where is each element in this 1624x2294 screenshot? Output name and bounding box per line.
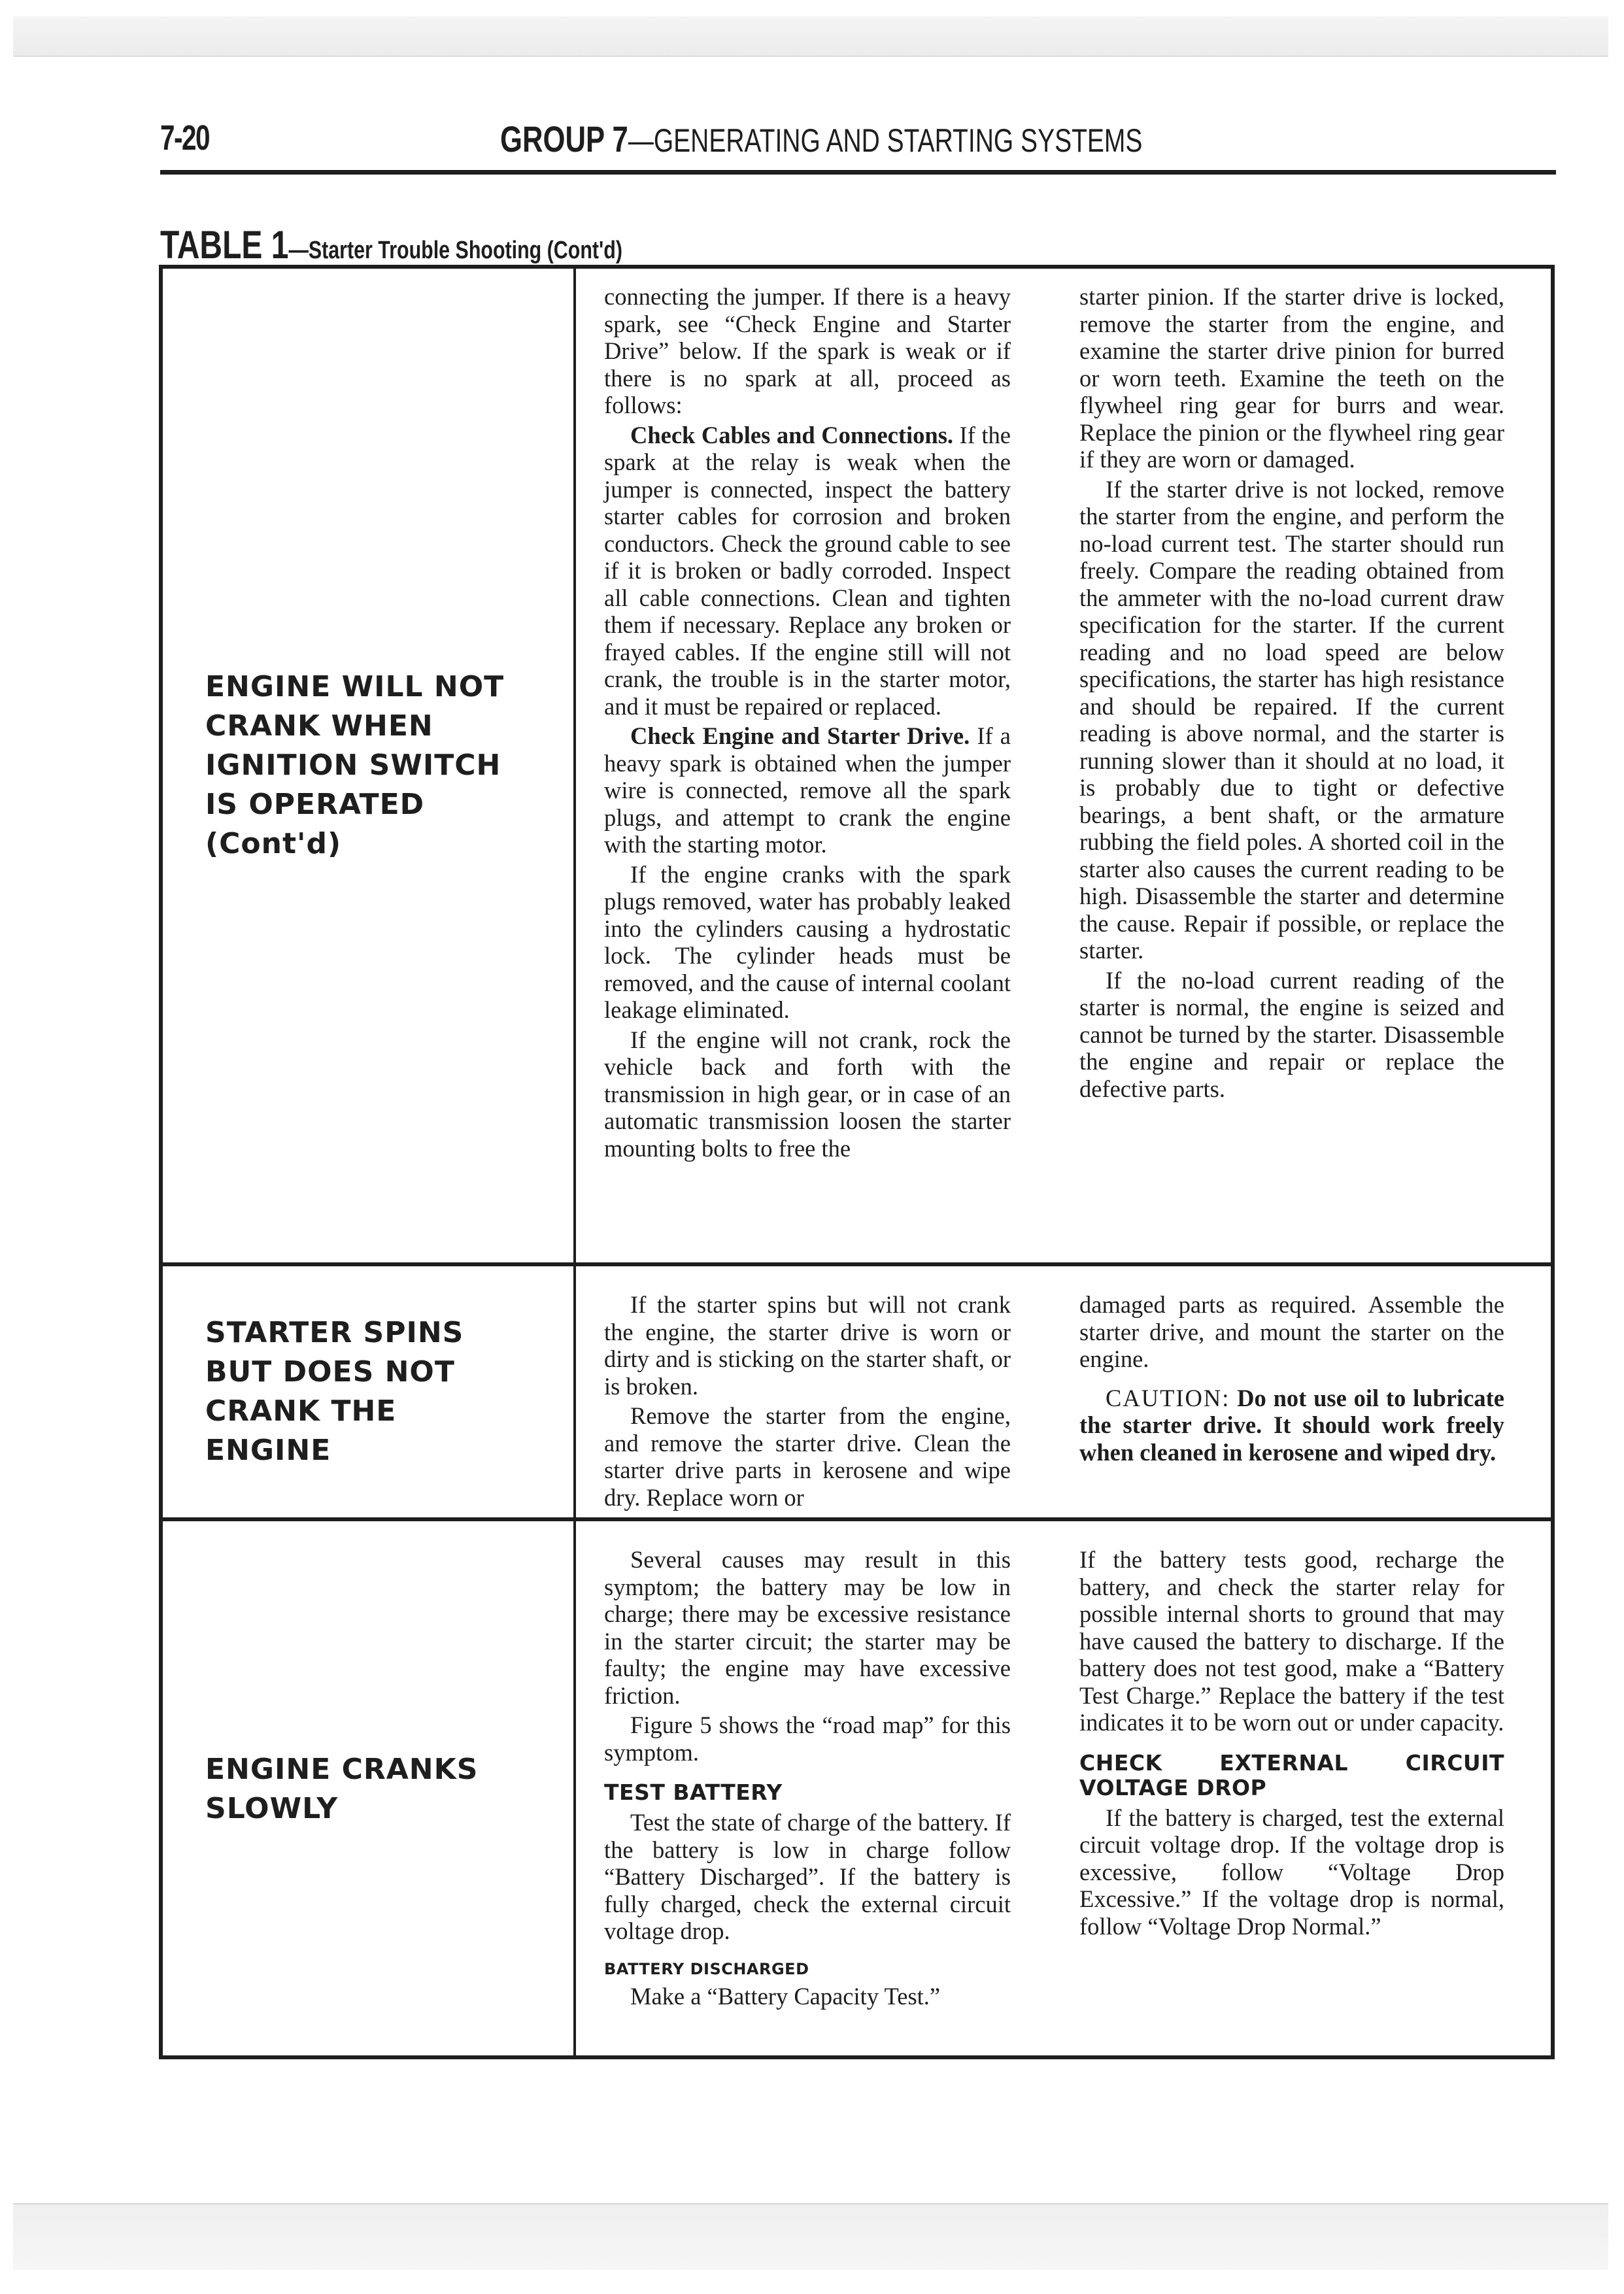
group-title <box>500 118 1142 160</box>
table-caption: —Starter Trouble Shooting (Cont'd) <box>288 237 622 264</box>
group-label: GROUP 7 <box>500 118 628 160</box>
paragraph: If the starter drive is not locked, remove the starter from the engine, and perform the no-load current test. The starter should run freely. Compare the reading obtained from the ammeter with the no-load current draw specification for the starter. If the current reading and no load speed are below specifications, the starter has high resistance and should be repaired. If the current reading is above normal, and the starter is running slower than it should at no load, it is probably due to tight or defective bearings, a bent shaft, or the armature rubbing the field poles. A shorted coil in the starter also causes the current reading to be high. Disassemble the starter and determine the cause. Repair if possible, or replace the starter. <box>1079 475 1504 964</box>
caution-label: CAUTION: <box>1106 1384 1230 1411</box>
remedy-column-2 <box>1079 1266 1504 1468</box>
table-number: TABLE 1 <box>160 223 289 267</box>
paragraph: starter pinion. If the starter drive is locked, remove the starter from the engine, and examine the starter drive pinion for burred or worn teeth. Examine the teeth on the flywheel ring gear for burrs and wear. Replace the pinion or the flywheel ring gear if they are worn or damaged. <box>1079 283 1504 473</box>
paragraph: connecting the jumper. If there is a heavy spark, see “Check Engine and Starter Drive” below. If the spark is weak or if there is no spark at all, proceed as follows: <box>604 283 1011 418</box>
paragraph: If the no-load current reading of the starter is normal, the engine is seized and cannot be turned by the starter. Disassemble the engine and repair or replace the defective parts. <box>1079 966 1504 1102</box>
paragraph: If the engine cranks with the spark plugs removed, water has probably leaked into the cylinders causing a hydrostatic lock. The cylinder heads must be removed, and the cause of internal coolant leakage eliminated. <box>604 860 1011 1023</box>
condition-label: ENGINE WILL NOT CRANK WHEN IGNITION SWITCH IS OPERATED (Cont'd) <box>205 670 505 860</box>
paragraph-text: If the spark at the relay is weak when the jumper is connected, inspect the battery starter cables for corrosion and broken conductors. Check the ground cable to see if it is broken or badly corroded. Inspect all cable connections. Clean and tighten them if necessary. Replace any broken or frayed cables. If the engine still will not crank, the trouble is in the starter motor, and it must be repaired or replaced. <box>604 421 1011 720</box>
page-header <box>160 118 1556 175</box>
condition-cell <box>163 269 576 1262</box>
paragraph-text: If a heavy spark is obtained when the jumper wire is connected, remove all the spark plugs, and attempt to crank the engine with the starting motor. <box>604 722 1011 858</box>
paragraph: Make a “Battery Capacity Test.” <box>630 1982 941 2010</box>
paragraph: Test the state of charge of the battery. If the battery is low in charge follow “Battery Discharged”. If the battery is fully charged, check the external circuit voltage drop. <box>604 1809 1011 1944</box>
table-row <box>163 1517 1551 2057</box>
section-heading-battery-discharged: BATTERY DISCHARGED <box>604 1959 809 1978</box>
group-subtitle: —GENERATING AND STARTING SYSTEMS <box>628 122 1143 159</box>
table-row <box>163 1262 1551 1517</box>
section-heading-voltage-drop: CHECK EXTERNAL CIRCUIT VOLTAGE DROP <box>1079 1749 1504 1800</box>
scan-edge-top <box>13 16 1608 57</box>
condition-cell <box>163 1266 576 1517</box>
paragraph: If the battery is charged, test the external circuit voltage drop. If the voltage drop is excessive, follow “Voltage Drop Excessive.” If the voltage drop is normal, follow “Voltage Drop Normal.” <box>1079 1804 1504 1940</box>
remedy-column-1 <box>604 1266 1011 1513</box>
page-number: 7-20 <box>160 118 210 158</box>
condition-label: STARTER SPINS BUT DOES NOT CRANK THE ENGINE <box>205 1316 464 1467</box>
scan-edge-bottom <box>13 2203 1608 2270</box>
caution-note <box>1079 1385 1504 1466</box>
paragraph <box>604 422 1011 720</box>
remedy-column-1 <box>604 269 1011 1164</box>
paragraph: If the engine will not crank, rock the vehicle back and forth with the transmission in high gear, or in case of an automatic transmission loosen the starter mounting bolts to free the <box>604 1026 1011 1162</box>
paragraph: If the battery tests good, recharge the battery, and check the starter relay for possible internal shorts to ground that may have caused the battery to discharge. If the battery does not test good, make a “Battery Test Charge.” Replace the battery if the test indicates it to be worn out or under capacity. <box>1079 1546 1504 1736</box>
paragraph: Several causes may result in this symptom; the battery may be low in charge; there may be excessive resistance in the starter circuit; the starter may be faulty; the engine may have excessive friction. <box>604 1546 1011 1709</box>
section-heading-test-battery: TEST BATTERY <box>604 1780 783 1805</box>
inline-heading: Check Engine and Starter Drive. <box>630 722 970 749</box>
trouble-shooting-table <box>159 265 1555 2059</box>
condition-label: ENGINE CRANKS SLOWLY <box>205 1752 479 1825</box>
paragraph: damaged parts as required. Assemble the starter drive, and mount the starter on the engine. <box>1079 1291 1504 1372</box>
paragraph <box>604 722 1011 858</box>
paragraph: If the starter spins but will not crank the engine, the starter drive is worn or dirty and is sticking on the starter shaft, or is broken. <box>604 1291 1011 1400</box>
remedy-column-2 <box>1079 269 1504 1105</box>
paragraph: Figure 5 shows the “road map” for this symptom. <box>604 1712 1011 1766</box>
caution-text: Do not use oil to lubricate the starter drive. It should work freely when cleaned in kerosene and wiped dry. <box>1079 1384 1504 1466</box>
inline-heading: Check Cables and Connections. <box>630 421 954 448</box>
remedy-column-1 <box>604 1521 1011 2012</box>
table-row <box>163 269 1551 1262</box>
remedy-column-2 <box>1079 1521 1504 1942</box>
condition-cell <box>163 1521 576 2057</box>
paragraph: Remove the starter from the engine, and remove the starter drive. Clean the starter drive parts in kerosene and wipe dry. Replace worn or <box>604 1402 1011 1511</box>
table-title <box>160 222 622 267</box>
